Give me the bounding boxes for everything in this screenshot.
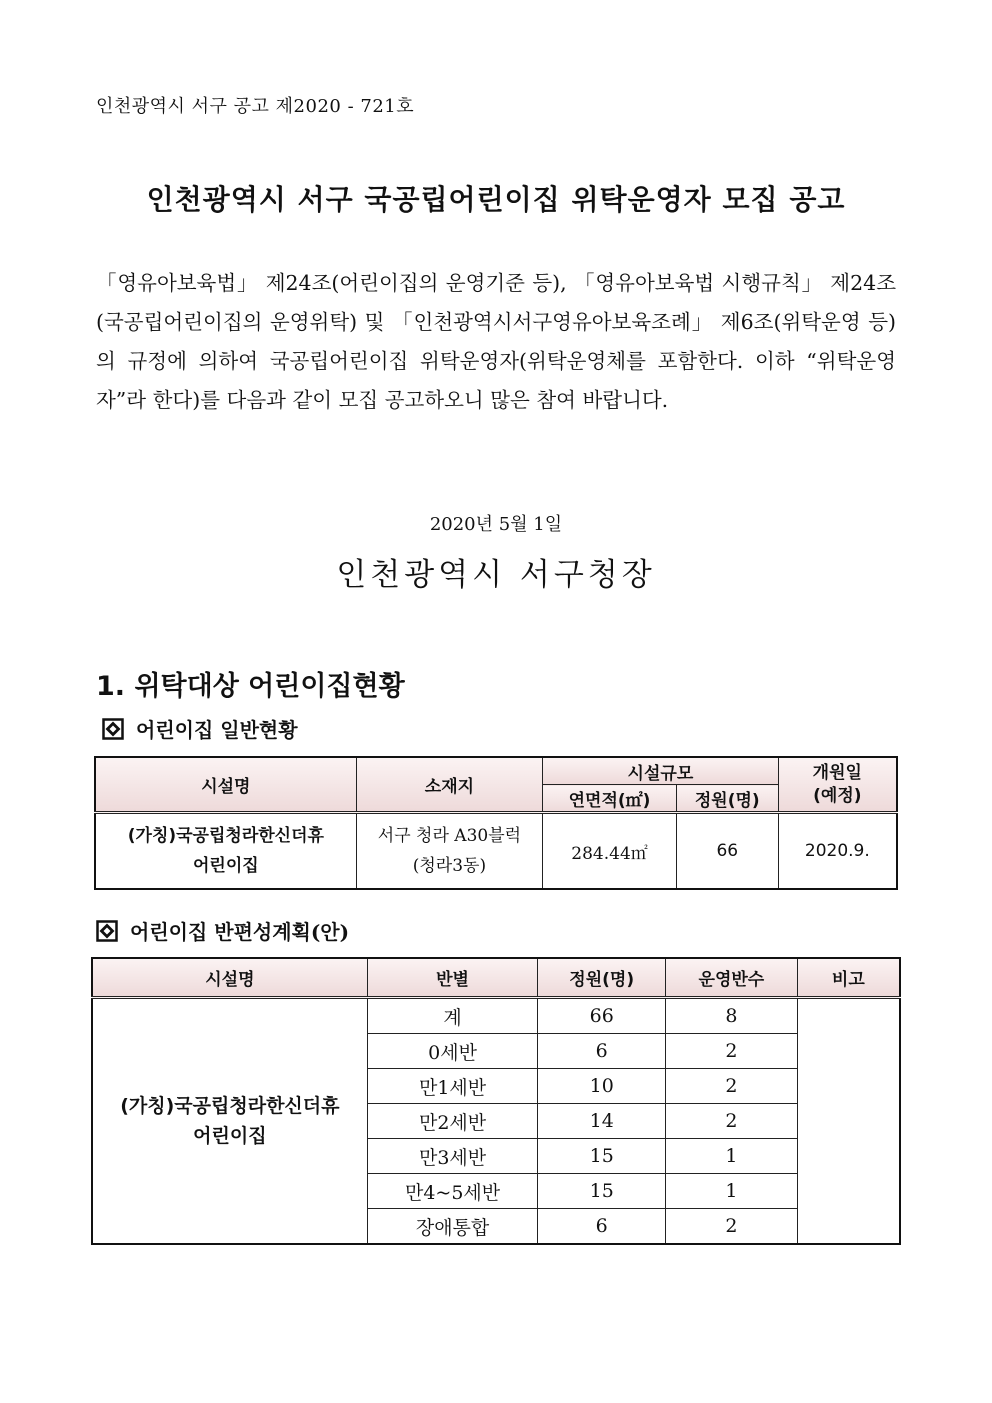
cell-num-classes: 2	[666, 1104, 798, 1139]
facility-name-line2: 어린이집	[192, 856, 259, 876]
cell-class: 만2세반	[367, 1104, 538, 1139]
header-opening-date-line1: 개원일	[812, 762, 862, 783]
cell-capacity: 15	[538, 1139, 666, 1174]
general-status-table	[94, 756, 898, 890]
facility-name-line1: (가칭)국공립청라한신더휴	[120, 1095, 340, 1117]
cell-capacity: 6	[538, 1034, 666, 1069]
cell-opening-date: 2020.9.	[778, 813, 897, 890]
table-row	[92, 998, 900, 1034]
notice-date: 2020년 5월 1일	[429, 514, 563, 535]
header-opening-date	[778, 757, 897, 813]
facility-name-line2: 어린이집	[193, 1125, 267, 1147]
subsection-general-status	[102, 714, 298, 743]
header-capacity: 정원(명)	[676, 785, 778, 813]
cell-capacity: 14	[538, 1104, 666, 1139]
cell-area: 284.44㎡	[543, 813, 677, 890]
class-plan-table	[91, 957, 901, 1245]
cell-num-classes: 8	[666, 998, 798, 1034]
cell-capacity: 66	[676, 813, 778, 890]
location-line2: (청라3동)	[412, 856, 487, 876]
cell-num-classes: 1	[666, 1139, 798, 1174]
cell-num-classes: 1	[666, 1174, 798, 1209]
square-diamond-bullet-icon	[102, 718, 124, 740]
body-paragraph: 「영유아보육법」 제24조(어린이집의 운영기준 등), 「영유아보육법 시행규칙」 제24조(국공립어린이집의 운영위탁) 및 「인천광역시서구영유아보육조례」 제6조(위탁운영 등)의 규정에 의하여 국공립어린이집 위탁운영자(위탁운영체를 포함한다. 이하 “위탁운영자”라 한다)를 다음과 같이 모집 공고하오니 많은 참여 바랍니다.	[96, 271, 896, 412]
header-opening-date-line2: (예정)	[813, 785, 862, 806]
cell-capacity: 10	[538, 1069, 666, 1104]
header-facility-name: 시설명	[92, 958, 367, 998]
subsection-class-plan	[96, 916, 349, 945]
square-diamond-bullet-icon	[96, 920, 118, 942]
subsection-label: 어린이집 반편성계획(안)	[130, 920, 350, 944]
notice-number: 인천광역시 서구 공고 제2020 - 721호	[96, 96, 415, 117]
cell-capacity: 66	[538, 998, 666, 1034]
cell-capacity: 15	[538, 1174, 666, 1209]
issuer-name: 인천광역시 서구청장	[336, 557, 656, 593]
cell-num-classes: 2	[666, 1209, 798, 1245]
cell-facility-name	[95, 813, 356, 890]
cell-remarks	[797, 998, 900, 1245]
cell-class: 장애통합	[367, 1209, 538, 1245]
header-capacity: 정원(명)	[538, 958, 666, 998]
header-remarks: 비고	[797, 958, 900, 998]
cell-class: 만4~5세반	[367, 1174, 538, 1209]
location-line1: 서구 청라 A30블럭	[377, 826, 522, 846]
header-class: 반별	[367, 958, 538, 998]
subsection-label: 어린이집 일반현황	[136, 718, 298, 742]
header-location: 소재지	[356, 757, 542, 813]
header-facility-name: 시설명	[95, 757, 356, 813]
cell-class: 만3세반	[367, 1139, 538, 1174]
facility-name-line1: (가칭)국공립청라한신더휴	[127, 826, 324, 846]
cell-class: 만1세반	[367, 1069, 538, 1104]
cell-num-classes: 2	[666, 1069, 798, 1104]
cell-num-classes: 2	[666, 1034, 798, 1069]
cell-location	[356, 813, 542, 890]
page-title: 인천광역시 서구 국공립어린이집 위탁운영자 모집 공고	[146, 183, 846, 216]
header-num-classes: 운영반수	[666, 958, 798, 998]
cell-class: 계	[367, 998, 538, 1034]
cell-capacity: 6	[538, 1209, 666, 1245]
cell-facility-name	[92, 998, 367, 1245]
header-area: 연면적(㎡)	[543, 785, 677, 813]
header-facility-scale: 시설규모	[543, 757, 778, 785]
cell-class: 0세반	[367, 1034, 538, 1069]
section-title: 1. 위탁대상 어린이집현황	[96, 671, 405, 702]
